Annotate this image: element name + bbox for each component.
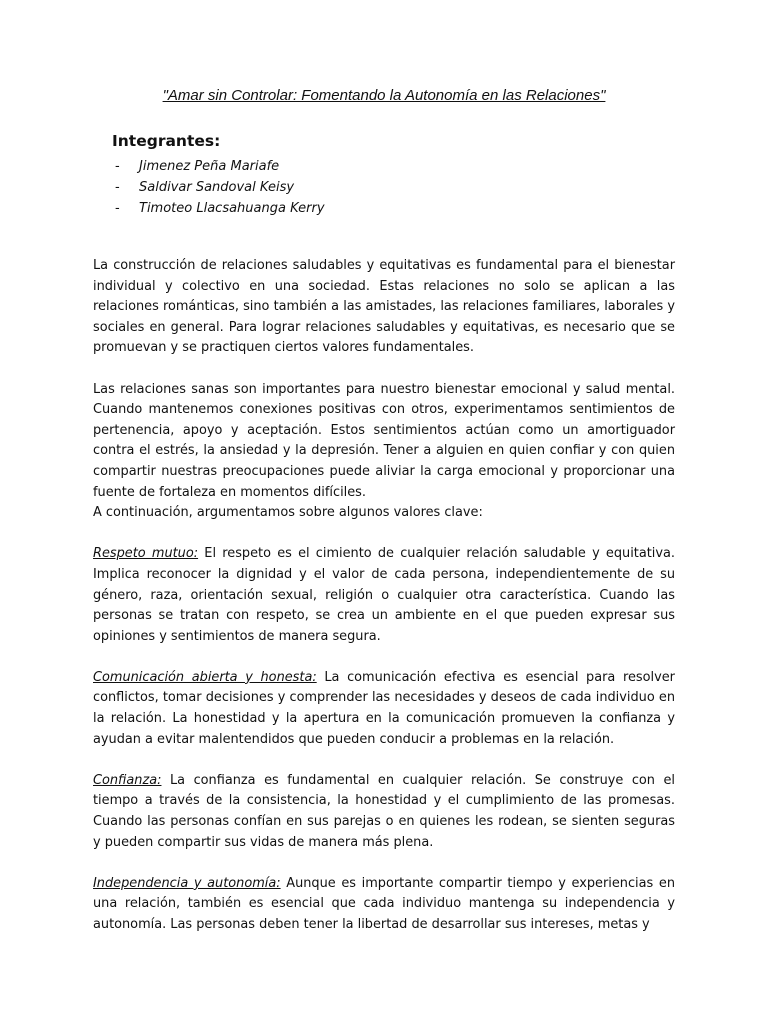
list-bullet: - — [115, 159, 120, 174]
document-body — [93, 256, 675, 956]
intro-paragraph: La construcción de relaciones saludables y equitativas es fundamental para el bienestar individual y colectivo en una sociedad. Estas relaciones no solo se aplican a las relaciones románticas, sino también a las amistades, las relaciones familiares, laborales y sociales en general. Para lograr relaciones saludables y equitativas, es necesario que se promuevan y se practiquen ciertos valores fundamentales. — [93, 258, 675, 356]
list-bullet: - — [115, 180, 120, 195]
members-list — [112, 156, 325, 219]
value-paragraph-respeto — [93, 544, 675, 647]
value-paragraph-comunicacion — [93, 668, 675, 750]
healthy-relations-paragraph: Las relaciones sanas son importantes para nuestro bienestar emocional y salud mental. Cuando mantenemos conexiones positivas con otros, experimentamos sentimientos de pertenencia, apoyo y aceptación. Estos sentimientos actúan como un amortiguador contra el estrés, la ansiedad y la depresión. Tener a alguien en quien confiar y con quien compartir nuestras preocupaciones puede aliviar la carga emocional y proporcionar una fuente de fortaleza en momentos difíciles. — [93, 381, 675, 500]
value-paragraph-independencia — [93, 874, 675, 936]
member-name: Timoteo Llacsahuanga Kerry — [139, 201, 325, 216]
value-heading: Respeto mutuo: — [93, 546, 199, 562]
value-text: La confianza es fundamental en cualquier relación. Se construye con el tiempo a través de la consistencia, la honestidad y el cumplimiento de las promesas. Cuando las personas confían en sus parejas o en quienes les rodean, se sienten seguras y pueden compartir sus vidas de manera más plena. — [93, 772, 675, 850]
value-text: El respeto es el cimiento de cualquier relación saludable y equitativa. Implica reconocer la dignidad y el valor de cada persona, independientemente de su género, raza, orientación sexual, religión o cualquier otra característica. Cuando las personas se tratan con respeto, se crea un ambiente en el que pueden expresar sus opiniones y sentimientos de manera segura. — [93, 546, 676, 644]
members-section — [112, 130, 325, 219]
list-bullet: - — [115, 201, 120, 216]
value-paragraph-confianza — [93, 771, 675, 853]
member-item — [112, 177, 325, 198]
value-heading: Independencia y autonomía: — [93, 875, 281, 891]
continuation-paragraph: A continuación, argumentamos sobre algunos valores clave: — [93, 505, 483, 521]
member-name: Jimenez Peña Mariafe — [139, 159, 280, 174]
member-item — [112, 198, 325, 219]
value-text: La comunicación efectiva es esencial para resolver conflictos, tomar decisiones y comprender las necesidades y deseos de cada individuo en la relación. La honestidad y la apertura en la comunicación promueven la confianza y ayudan a evitar malentendidos que pueden conducir a problemas en la relación. — [93, 669, 675, 747]
value-heading: Confianza: — [93, 772, 162, 788]
member-item — [112, 156, 325, 177]
document-title: "Amar sin Controlar: Fomentando la Autonomía en las Relaciones" — [162, 87, 606, 104]
members-heading: Integrantes: — [112, 132, 221, 150]
member-name: Saldivar Sandoval Keisy — [139, 180, 295, 195]
value-text: Aunque es importante compartir tiempo y experiencias en una relación, también es esencial que cada individuo mantenga su independencia y autonomía. Las personas deben tener la libertad de desarrollar sus intereses, metas y — [93, 875, 676, 932]
value-heading: Comunicación abierta y honesta: — [93, 669, 317, 685]
